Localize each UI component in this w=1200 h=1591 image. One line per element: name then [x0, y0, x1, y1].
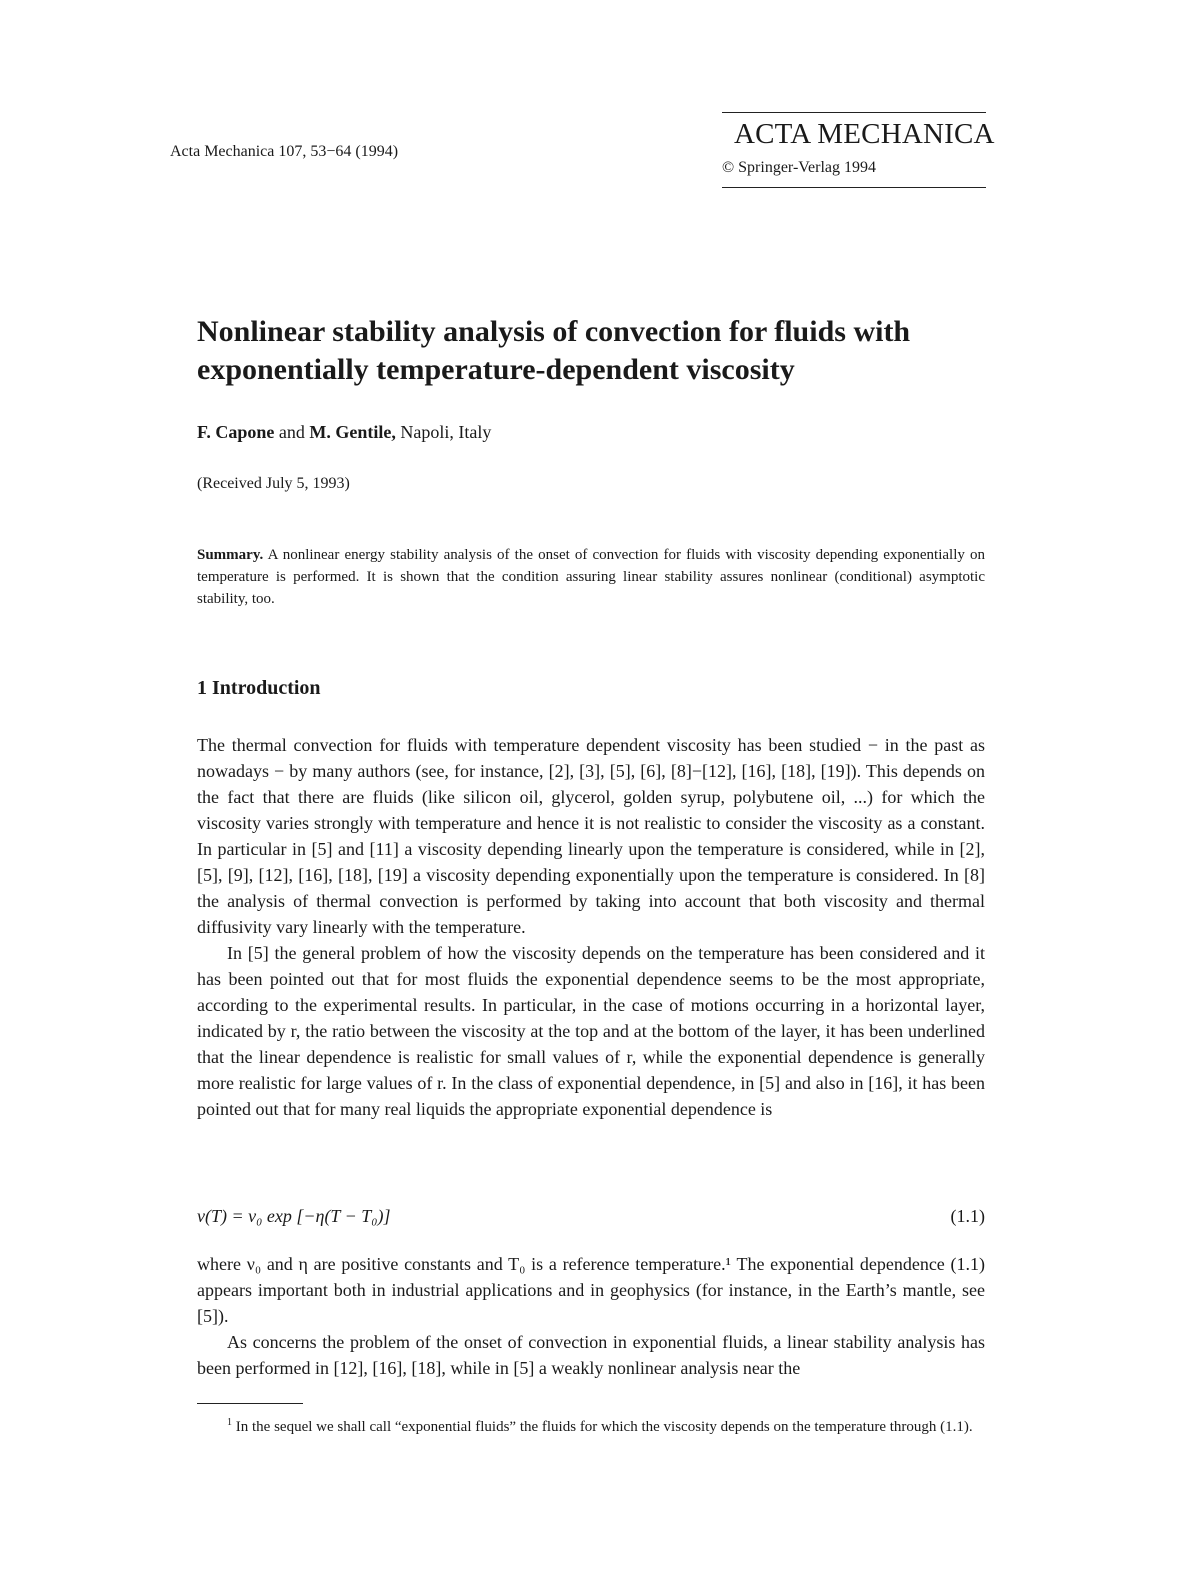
- summary-label: Summary.: [197, 547, 264, 563]
- copyright-notice: © Springer-Verlag 1994: [722, 159, 877, 176]
- introduction-body: [197, 732, 985, 1122]
- received-date: (Received July 5, 1993): [197, 475, 350, 492]
- journal-citation: Acta Mechanica 107, 53−64 (1994): [170, 143, 399, 160]
- summary-text: A nonlinear energy stability analysis of the onset of convection for fluids with viscosity depending exponentially on temperature is performed. It is shown that the condition assuring linear stability assures nonlinear (conditional) asymptotic stability, too.: [197, 547, 985, 607]
- footnote-rule: [197, 1403, 303, 1404]
- equation-number: (1.1): [950, 1206, 985, 1226]
- author-connector: and: [274, 422, 310, 442]
- abstract-summary: [197, 544, 985, 610]
- article-title: Nonlinear stability analysis of convection for fluids with exponentially temperature-dependent viscosity: [197, 315, 911, 386]
- header-rule-bottom: [722, 187, 986, 188]
- footnote: [197, 1412, 985, 1438]
- paragraph: The thermal convection for fluids with temperature dependent viscosity has been studied − in the past as nowadays − by many authors (see, for instance, [2], [3], [5], [6], [8]−[12], [16], [18], [19]). This depends on the fact that there are fluids (like silicon oil, glycerol, golden syrup, polybutene oil, ...) for which the viscosity varies strongly with temperature and hence it is not realistic to consider the viscosity as a constant. In particular in [5] and [11] a viscosity depending linearly upon the temperature is considered, while in [2], [5], [9], [12], [16], [18], [19] a viscosity depending exponentially upon the temperature is considered. In [8] the analysis of thermal convection is performed by taking into account that both viscosity and thermal diffusivity vary linearly with the temperature.: [197, 735, 985, 937]
- author-gentile: M. Gentile,: [309, 422, 396, 442]
- author-capone: F. Capone: [197, 422, 275, 442]
- introduction-body-continued: [197, 1251, 985, 1381]
- paragraph: As concerns the problem of the onset of convection in exponential fluids, a linear stability analysis has been performed in [12], [16], [18], while in [5] a weakly nonlinear analysis near the: [197, 1332, 985, 1378]
- footnote-text: In the sequel we shall call “exponential fluids” the fluids for which the viscosity depends on the temperature through (1.1).: [232, 1419, 973, 1435]
- equation-expression: ν(T) = ν₀ exp [−η(T − T₀)]: [197, 1206, 391, 1226]
- journal-name: ACTA MECHANICA: [734, 118, 995, 150]
- author-line: [197, 422, 491, 443]
- header-rule-top: [722, 112, 986, 113]
- section-heading: 1 Introduction: [197, 677, 321, 699]
- footnote-marker: 1: [227, 1417, 232, 1428]
- paragraph: In [5] the general problem of how the viscosity depends on the temperature has been considered and it has been pointed out that for most fluids the exponential dependence seems to be the most appropriate, according to the experimental results. In particular, in the case of motions occurring in a horizontal layer, indicated by r, the ratio between the viscosity at the top and at the bottom of the layer, it has been underlined that the linear dependence is realistic for small values of r, while the exponential dependence is generally more realistic for large values of r. In the class of exponential dependence, in [5] and also in [16], it has been pointed out that for many real liquids the appropriate exponential dependence is: [197, 943, 985, 1119]
- author-affiliation: Napoli, Italy: [395, 422, 492, 442]
- paragraph: where ν₀ and η are positive constants and T₀ is a reference temperature.¹ The exponential dependence (1.1) appears important both in industrial applications and in geophysics (for instance, in the Earth’s mantle, see [5]).: [197, 1254, 985, 1326]
